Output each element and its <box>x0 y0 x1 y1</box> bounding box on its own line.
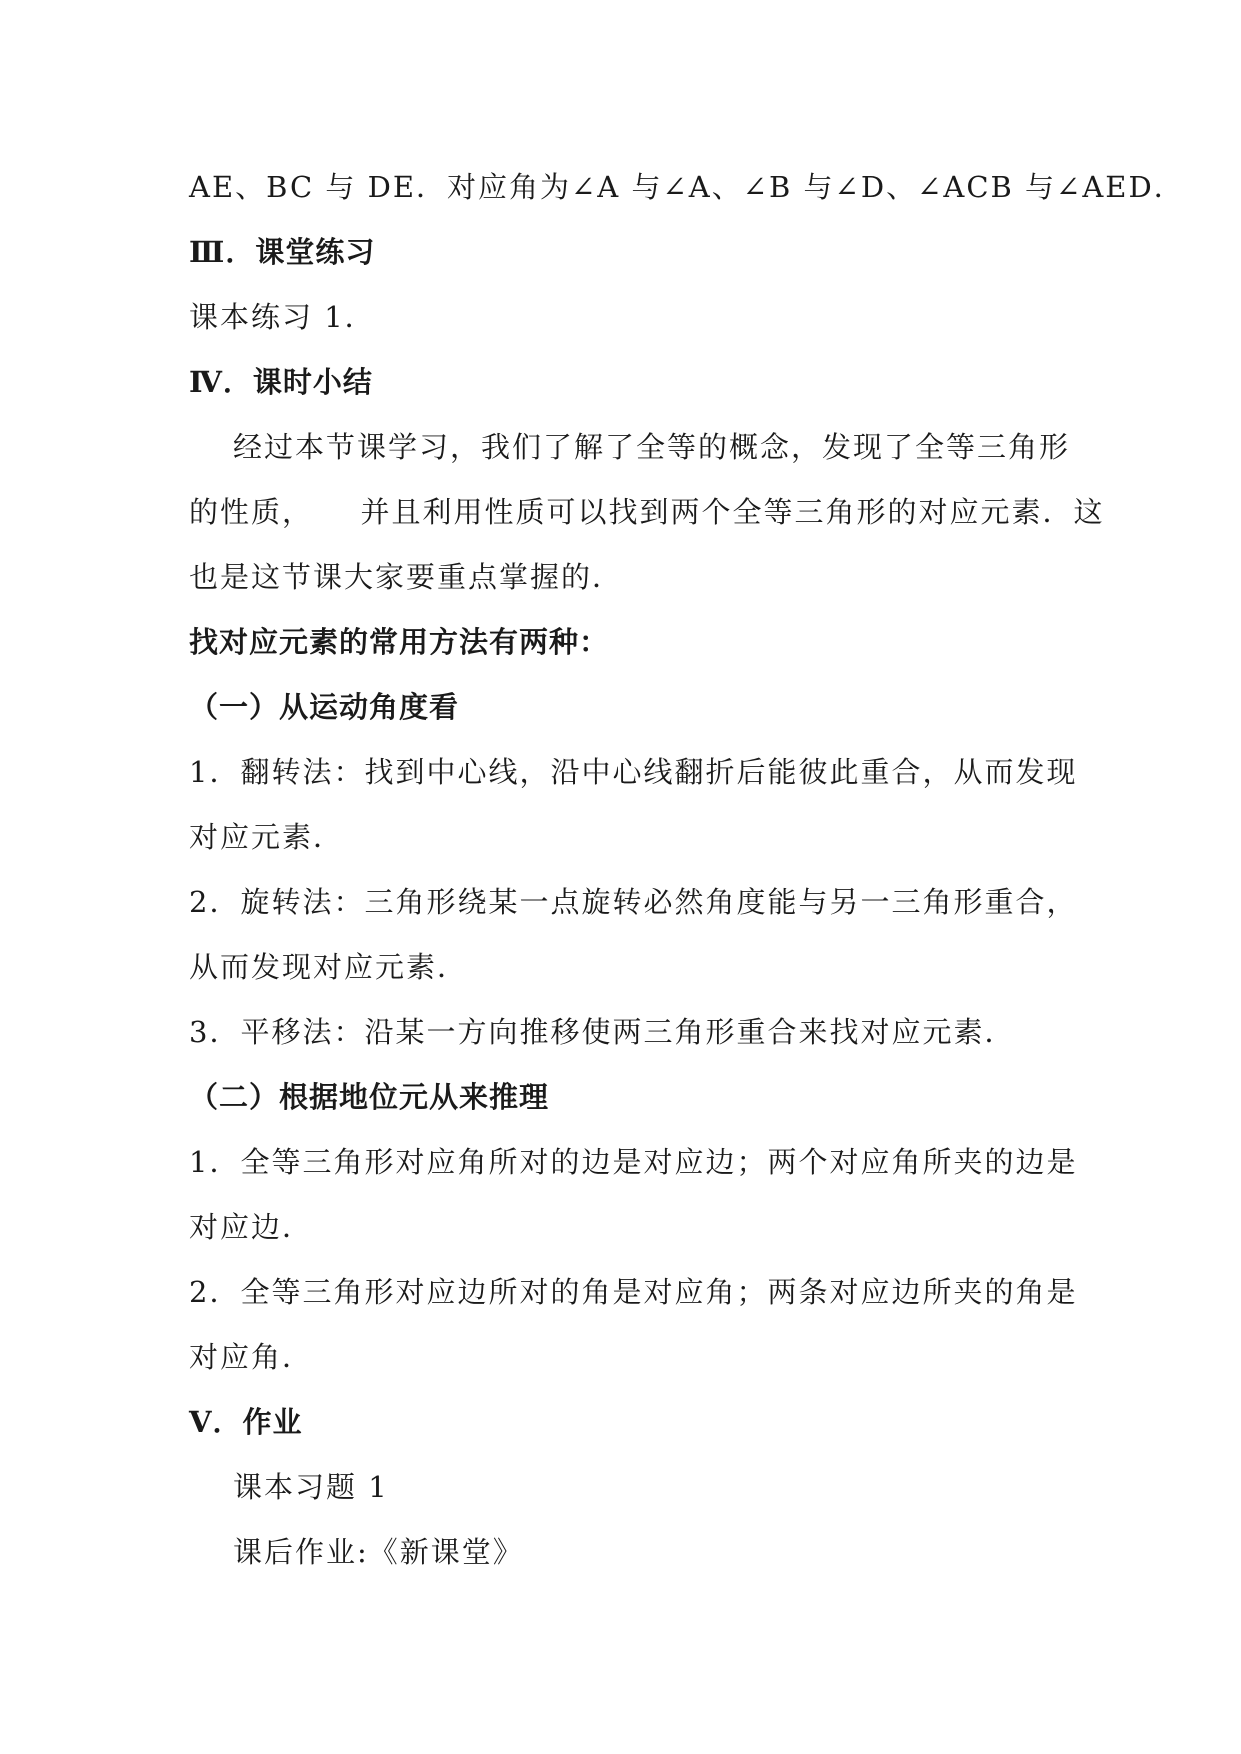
subheading-motion-view: （一）从运动角度看 <box>189 690 460 724</box>
paragraph-line-summary-1: 经过本节课学习，我们了解了全等的概念，发现了全等三角形 <box>233 430 1071 464</box>
list-item-flip-method-cont: 对应元素． <box>189 820 345 854</box>
list-item-corresponding-angles-cont: 对应角． <box>189 1340 314 1374</box>
document-page <box>189 155 1185 1585</box>
paragraph-line-correspondence: AE、BC 与 DE．对应角为∠A 与∠A、∠B 与∠D、∠ACB 与∠AED． <box>189 170 1185 204</box>
list-item-corresponding-sides-cont: 对应边． <box>189 1210 314 1244</box>
paragraph-line-summary-2: 的性质， 并且利用性质可以找到两个全等三角形的对应元素．这 <box>189 495 1105 529</box>
section-heading-practice: Ⅲ．课堂练习 <box>189 235 376 269</box>
homework-item-after-class: 课后作业:《新课堂》 <box>233 1535 524 1569</box>
paragraph-line-textbook-exercise: 课本练习 1． <box>189 300 376 334</box>
list-item-translation-method: 3．平移法：沿某一方向推移使两三角形重合来找对应元素． <box>189 1015 1016 1049</box>
list-item-corresponding-sides: 1．全等三角形对应角所对的边是对应边；两个对应角所夹的边是 <box>189 1145 1078 1179</box>
list-item-rotation-method-cont: 从而发现对应元素． <box>189 950 469 984</box>
list-item-corresponding-angles: 2．全等三角形对应边所对的角是对应角；两条对应边所夹的角是 <box>189 1275 1078 1309</box>
list-item-flip-method: 1．翻转法：找到中心线，沿中心线翻折后能彼此重合，从而发现 <box>189 755 1078 789</box>
section-heading-homework: Ⅴ．作业 <box>189 1405 303 1439</box>
homework-item-textbook: 课本习题 1 <box>233 1470 389 1504</box>
list-item-rotation-method: 2．旋转法：三角形绕某一点旋转必然角度能与另一三角形重合， <box>189 885 1078 919</box>
subheading-position-reasoning: （二）根据地位元从来推理 <box>189 1080 550 1114</box>
section-heading-summary: Ⅳ．课时小结 <box>189 365 373 399</box>
subheading-methods: 找对应元素的常用方法有两种： <box>189 625 610 659</box>
paragraph-line-summary-3: 也是这节课大家要重点掌握的． <box>189 560 624 594</box>
